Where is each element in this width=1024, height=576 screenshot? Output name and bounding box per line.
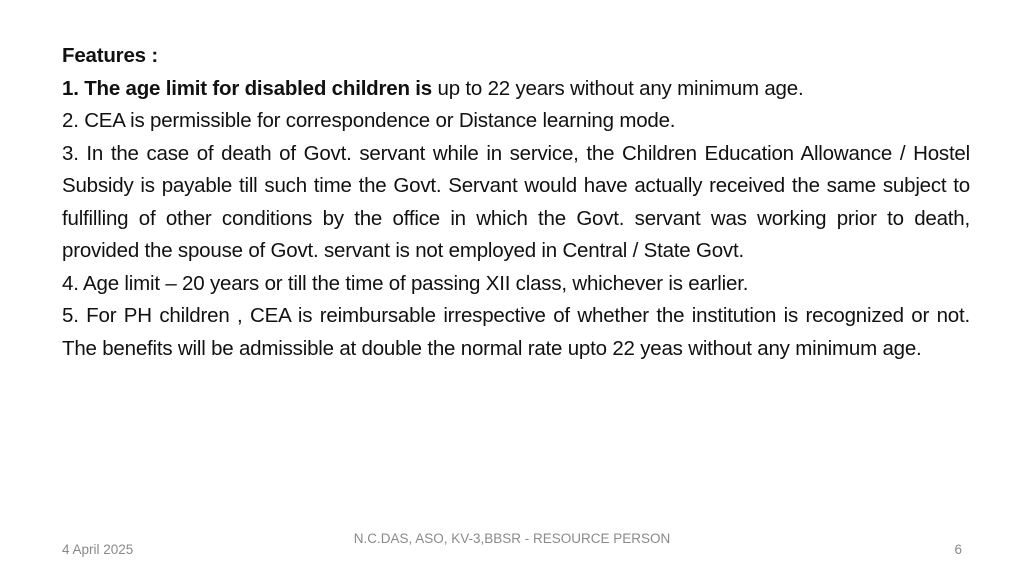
features-heading: Features : — [62, 44, 158, 67]
slide-body — [62, 40, 970, 365]
footer-date: 4 April 2025 — [62, 542, 134, 557]
feature-item-3: 3. In the case of death of Govt. servant while in service, the Children Education Allowance / Hostel Subsidy is payable till such time the Govt. Servant would have actually received the same subject to fulfilling of other conditions by the office in which the Govt. servant was working prior to death, provided the spouse of Govt. servant is not employed in Central / State Govt. — [62, 141, 970, 262]
feature-item-4: 4. Age limit – 20 years or till the time of passing XII class, whichever is earlier. — [62, 271, 749, 295]
slide-number: 6 — [954, 542, 962, 557]
feature-item-1 — [62, 73, 970, 106]
feature-item-1-text: up to 22 years without any minimum age. — [432, 76, 804, 100]
feature-item-1-bold: 1. The age limit for disabled children is — [62, 76, 432, 100]
feature-item-2: 2. CEA is permissible for correspondence or Distance learning mode. — [62, 109, 676, 132]
footer-presenter: N.C.DAS, ASO, KV-3,BBSR - RESOURCE PERSON — [353, 531, 671, 546]
feature-item-5: 5. For PH children , CEA is reimbursable irrespective of whether the institution is recognized or not. The benefits will be admissible at double the normal rate upto 22 yeas without any minimum age. — [62, 304, 970, 360]
